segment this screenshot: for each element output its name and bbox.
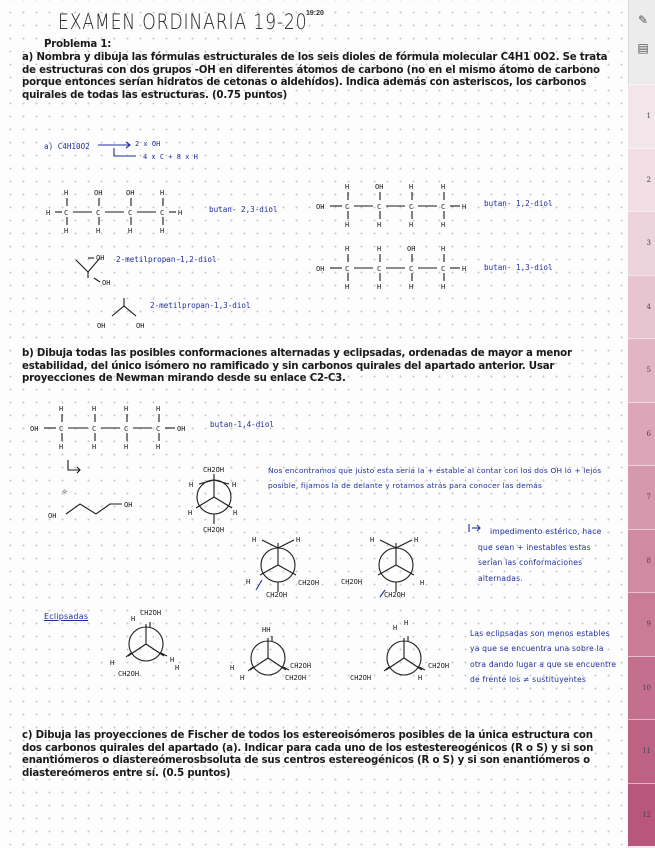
- svg-text:OH: OH: [316, 203, 325, 211]
- svg-text:H: H: [233, 509, 238, 517]
- structure-butan-1-4-diol: [30, 405, 185, 473]
- name-2-metilpropan-1-2-diol: 2-metilpropan-1,2-diol: [116, 255, 217, 264]
- svg-text:H: H: [156, 443, 161, 451]
- svg-text:H: H: [420, 579, 425, 587]
- svg-text:H: H: [59, 405, 64, 413]
- svg-text:C: C: [409, 203, 414, 211]
- svg-text:CH2OH: CH2OH: [285, 674, 307, 682]
- svg-text:C: C: [345, 265, 350, 273]
- problem-b-text: b) Dibuja todas las posibles conformaciones alternadas y eclipsadas, ordenadas de mayor a menor estabilidad, del único isómero no ramificado y sin carbonos quirales del apartado anterior. Usar proyecciones de Newman mirando desde su enlace C2-C3.: [22, 348, 572, 385]
- page-tab-label: 5: [646, 366, 651, 375]
- structure-2-metilpropan-1-3-diol: [97, 298, 144, 330]
- newman-eclipsed-1: [110, 609, 179, 678]
- svg-text:C: C: [409, 265, 414, 273]
- page-tab-label: 6: [646, 429, 651, 438]
- svg-text:OH: OH: [97, 322, 106, 330]
- svg-text:H: H: [64, 189, 69, 197]
- svg-text:CH2OH: CH2OH: [266, 591, 288, 599]
- svg-text:H: H: [252, 536, 257, 544]
- svg-text:C: C: [156, 425, 161, 433]
- svg-text:H: H: [46, 209, 51, 217]
- steric-note: impedimento estérico, hace que sean + inestables estas serían las conformaciones alternadas.: [478, 527, 602, 583]
- svg-text:H: H: [393, 624, 398, 632]
- svg-text:H: H: [418, 674, 423, 682]
- svg-text:H: H: [462, 265, 467, 273]
- page-tab[interactable]: [628, 719, 655, 783]
- svg-text:H: H: [64, 227, 69, 235]
- problem-heading: Problema 1:: [44, 39, 112, 50]
- svg-text:C: C: [96, 209, 101, 217]
- svg-text:H: H: [345, 221, 350, 229]
- pen-icon[interactable]: ✎: [637, 13, 649, 27]
- page-tab[interactable]: [628, 465, 655, 529]
- svg-text:OH: OH: [136, 322, 145, 330]
- svg-text:H: H: [124, 405, 129, 413]
- structure-butan-1-2-diol: [316, 183, 466, 229]
- svg-text:H: H: [377, 245, 382, 253]
- svg-text:H: H: [246, 578, 251, 586]
- svg-text:CH2OH: CH2OH: [428, 662, 450, 670]
- svg-text:C: C: [377, 203, 382, 211]
- svg-text:H: H: [188, 509, 193, 517]
- svg-text:OH: OH: [126, 189, 135, 197]
- svg-text:H: H: [170, 656, 175, 664]
- svg-text:H: H: [409, 183, 414, 191]
- a-arrow-oh: 2 x OH: [135, 140, 161, 148]
- eclipsed-label: Eclipsadas: [44, 612, 89, 621]
- newman-staggered-anti: [188, 466, 237, 534]
- problem-c-text: c) Dibuja las proyecciones de Fischer de todos los estereoisómeros posibles de la única estructura con dos carbonos quirales del apartado (a). Indicar para cada uno de los estestereogénicos (R o S) y si son enantiómeros o diastereómerosbsoluta de sus centros estereogénicos (R o S) y si son enantiómeros o diastereómeros entre sí. (0.5 puntos): [22, 730, 594, 779]
- svg-text:OH: OH: [375, 183, 384, 191]
- svg-text:H: H: [345, 183, 350, 191]
- problem-a-text: a) Nombra y dibuja las fórmulas estructurales de los seis dioles de fórmula molecular C4H1 0O2. Se trata de estructuras con dos grupos -OH en diferentes átomos de carbono (no en el mismo átomo de carbono porque entonces serían hidratos de cetonas o aldehídos). Indica además con asteriscos, los carbonos quirales de todas las estructuras. (0.75 puntos): [22, 52, 608, 101]
- page-tab[interactable]: [628, 211, 655, 275]
- page-tab-label: 7: [646, 493, 651, 502]
- name-butan-2-3-diol: butan- 2,3-diol: [209, 205, 278, 214]
- svg-text:OH: OH: [177, 425, 186, 433]
- svg-text:H: H: [131, 615, 136, 623]
- svg-text:H: H: [59, 443, 64, 451]
- svg-text:H: H: [377, 221, 382, 229]
- svg-text:H: H: [409, 283, 414, 291]
- page-tab[interactable]: [628, 783, 655, 847]
- svg-text:H: H: [441, 183, 446, 191]
- svg-text:HH: HH: [262, 626, 271, 634]
- svg-text:H: H: [160, 189, 165, 197]
- svg-text:H: H: [345, 283, 350, 291]
- svg-text:H: H: [160, 227, 165, 235]
- svg-text:H: H: [92, 405, 97, 413]
- svg-text:☼: ☼: [62, 488, 68, 498]
- svg-text:OH: OH: [48, 512, 57, 520]
- page-tab[interactable]: [628, 275, 655, 339]
- svg-text:OH: OH: [102, 279, 111, 287]
- page-tab-label: 10: [642, 683, 651, 692]
- newman-staggered-gauche-1: [246, 536, 319, 599]
- page-tab-label: 3: [646, 239, 651, 248]
- page-tab-label: 1: [646, 112, 651, 121]
- page-tab[interactable]: [628, 592, 655, 656]
- svg-text:CH2OH: CH2OH: [140, 609, 162, 617]
- svg-text:CH2OH: CH2OH: [298, 579, 320, 587]
- svg-text:C: C: [441, 203, 446, 211]
- svg-text:CH2OH: CH2OH: [290, 662, 312, 670]
- newman-eclipsed-3: [350, 619, 449, 682]
- structure-2-metilpropan-1-2-diol: [76, 254, 110, 287]
- svg-text:H: H: [92, 443, 97, 451]
- svg-text:H: H: [189, 481, 194, 489]
- svg-text:C: C: [92, 425, 97, 433]
- page-tab-label: 2: [646, 175, 651, 184]
- svg-text:H: H: [345, 245, 350, 253]
- svg-text:H: H: [178, 209, 183, 217]
- name-2-metilpropan-1-3-diol: 2-metilpropan-1,3-diol: [150, 301, 251, 310]
- svg-text:H: H: [128, 227, 133, 235]
- steric-arrow: [469, 524, 480, 532]
- svg-text:H: H: [232, 481, 237, 489]
- notes-icon[interactable]: ▤: [637, 41, 649, 55]
- svg-text:C: C: [124, 425, 129, 433]
- page-tab[interactable]: [628, 529, 655, 593]
- svg-text:OH: OH: [407, 245, 416, 253]
- a-formula: a) C4H10O2: [44, 142, 90, 151]
- page-tab[interactable]: [628, 656, 655, 720]
- page-tab-label: 12: [642, 810, 651, 819]
- svg-text:CH2OH: CH2OH: [384, 591, 406, 599]
- structure-butan-1-3-diol: [316, 245, 466, 291]
- time-note: 19:20: [306, 10, 324, 17]
- svg-text:H: H: [404, 619, 409, 627]
- svg-text:H: H: [296, 536, 301, 544]
- svg-text:C: C: [160, 209, 165, 217]
- skeletal-butanediol: [48, 488, 132, 520]
- svg-text:C: C: [128, 209, 133, 217]
- svg-text:CH2OH: CH2OH: [203, 526, 225, 534]
- formula-arrow: [98, 142, 136, 156]
- svg-text:H: H: [377, 283, 382, 291]
- svg-text:OH: OH: [96, 254, 105, 262]
- svg-text:C: C: [64, 209, 69, 217]
- name-butan-1-4-diol: butan-1,4-diol: [210, 420, 275, 429]
- page-tab-label: 9: [646, 620, 651, 629]
- name-butan-1-2-diol: butan- 1,2-diol: [484, 199, 553, 208]
- svg-text:CH2OH: CH2OH: [203, 466, 225, 474]
- page-tab[interactable]: [628, 84, 655, 148]
- page-tab[interactable]: [628, 148, 655, 212]
- page-tab-label: 4: [646, 302, 651, 311]
- page-tab[interactable]: [628, 338, 655, 402]
- svg-text:H: H: [240, 674, 245, 682]
- page-tabs: [628, 84, 655, 846]
- page-tab-label: 11: [642, 747, 651, 756]
- page-tab-label: 8: [646, 556, 651, 565]
- svg-text:C: C: [345, 203, 350, 211]
- svg-text:OH: OH: [30, 425, 39, 433]
- svg-text:H: H: [156, 405, 161, 413]
- name-butan-1-3-diol: butan- 1,3-diol: [484, 263, 553, 272]
- svg-text:H: H: [462, 203, 467, 211]
- newman-eclipsed-2: [230, 626, 311, 682]
- svg-text:OH: OH: [94, 189, 103, 197]
- svg-text:CH2OH: CH2OH: [118, 670, 140, 678]
- svg-text:C: C: [441, 265, 446, 273]
- structure-butan-2-3-diol: [46, 189, 182, 235]
- svg-text:OH: OH: [124, 501, 133, 509]
- page-tab[interactable]: [628, 402, 655, 466]
- newman-staggered-gauche-2: [341, 536, 424, 599]
- svg-text:H: H: [175, 664, 180, 672]
- svg-text:H: H: [96, 227, 101, 235]
- svg-text:H: H: [124, 443, 129, 451]
- svg-text:H: H: [441, 221, 446, 229]
- svg-text:C: C: [59, 425, 64, 433]
- svg-text:CH2OH: CH2OH: [341, 578, 363, 586]
- svg-text:H: H: [230, 664, 235, 672]
- svg-text:H: H: [370, 536, 375, 544]
- svg-text:C: C: [377, 265, 382, 273]
- svg-text:OH: OH: [316, 265, 325, 273]
- svg-text:H: H: [110, 659, 115, 667]
- eclipsed-note: Las eclipsadas son menos estables ya que se encuentra una sobre la otra dando lugar a que se encuentre de frente los ≠ sustituyentes: [470, 629, 617, 684]
- svg-text:CH2OH: CH2OH: [350, 674, 372, 682]
- page-title: EXAMEN ORDINARIA 19-20: [58, 10, 308, 34]
- svg-text:H: H: [441, 283, 446, 291]
- svg-text:H: H: [409, 221, 414, 229]
- a-arrow-ch: 4 x C + 8 x H: [143, 153, 198, 161]
- svg-text:H: H: [414, 536, 419, 544]
- alternate-note: Nos encontramos que justo esta sería la + estable al contar con los dos OH lo + lejos posible, fijamos la de delante y rotamos atrás para conocer las demás: [268, 466, 602, 490]
- svg-text:H: H: [441, 245, 446, 253]
